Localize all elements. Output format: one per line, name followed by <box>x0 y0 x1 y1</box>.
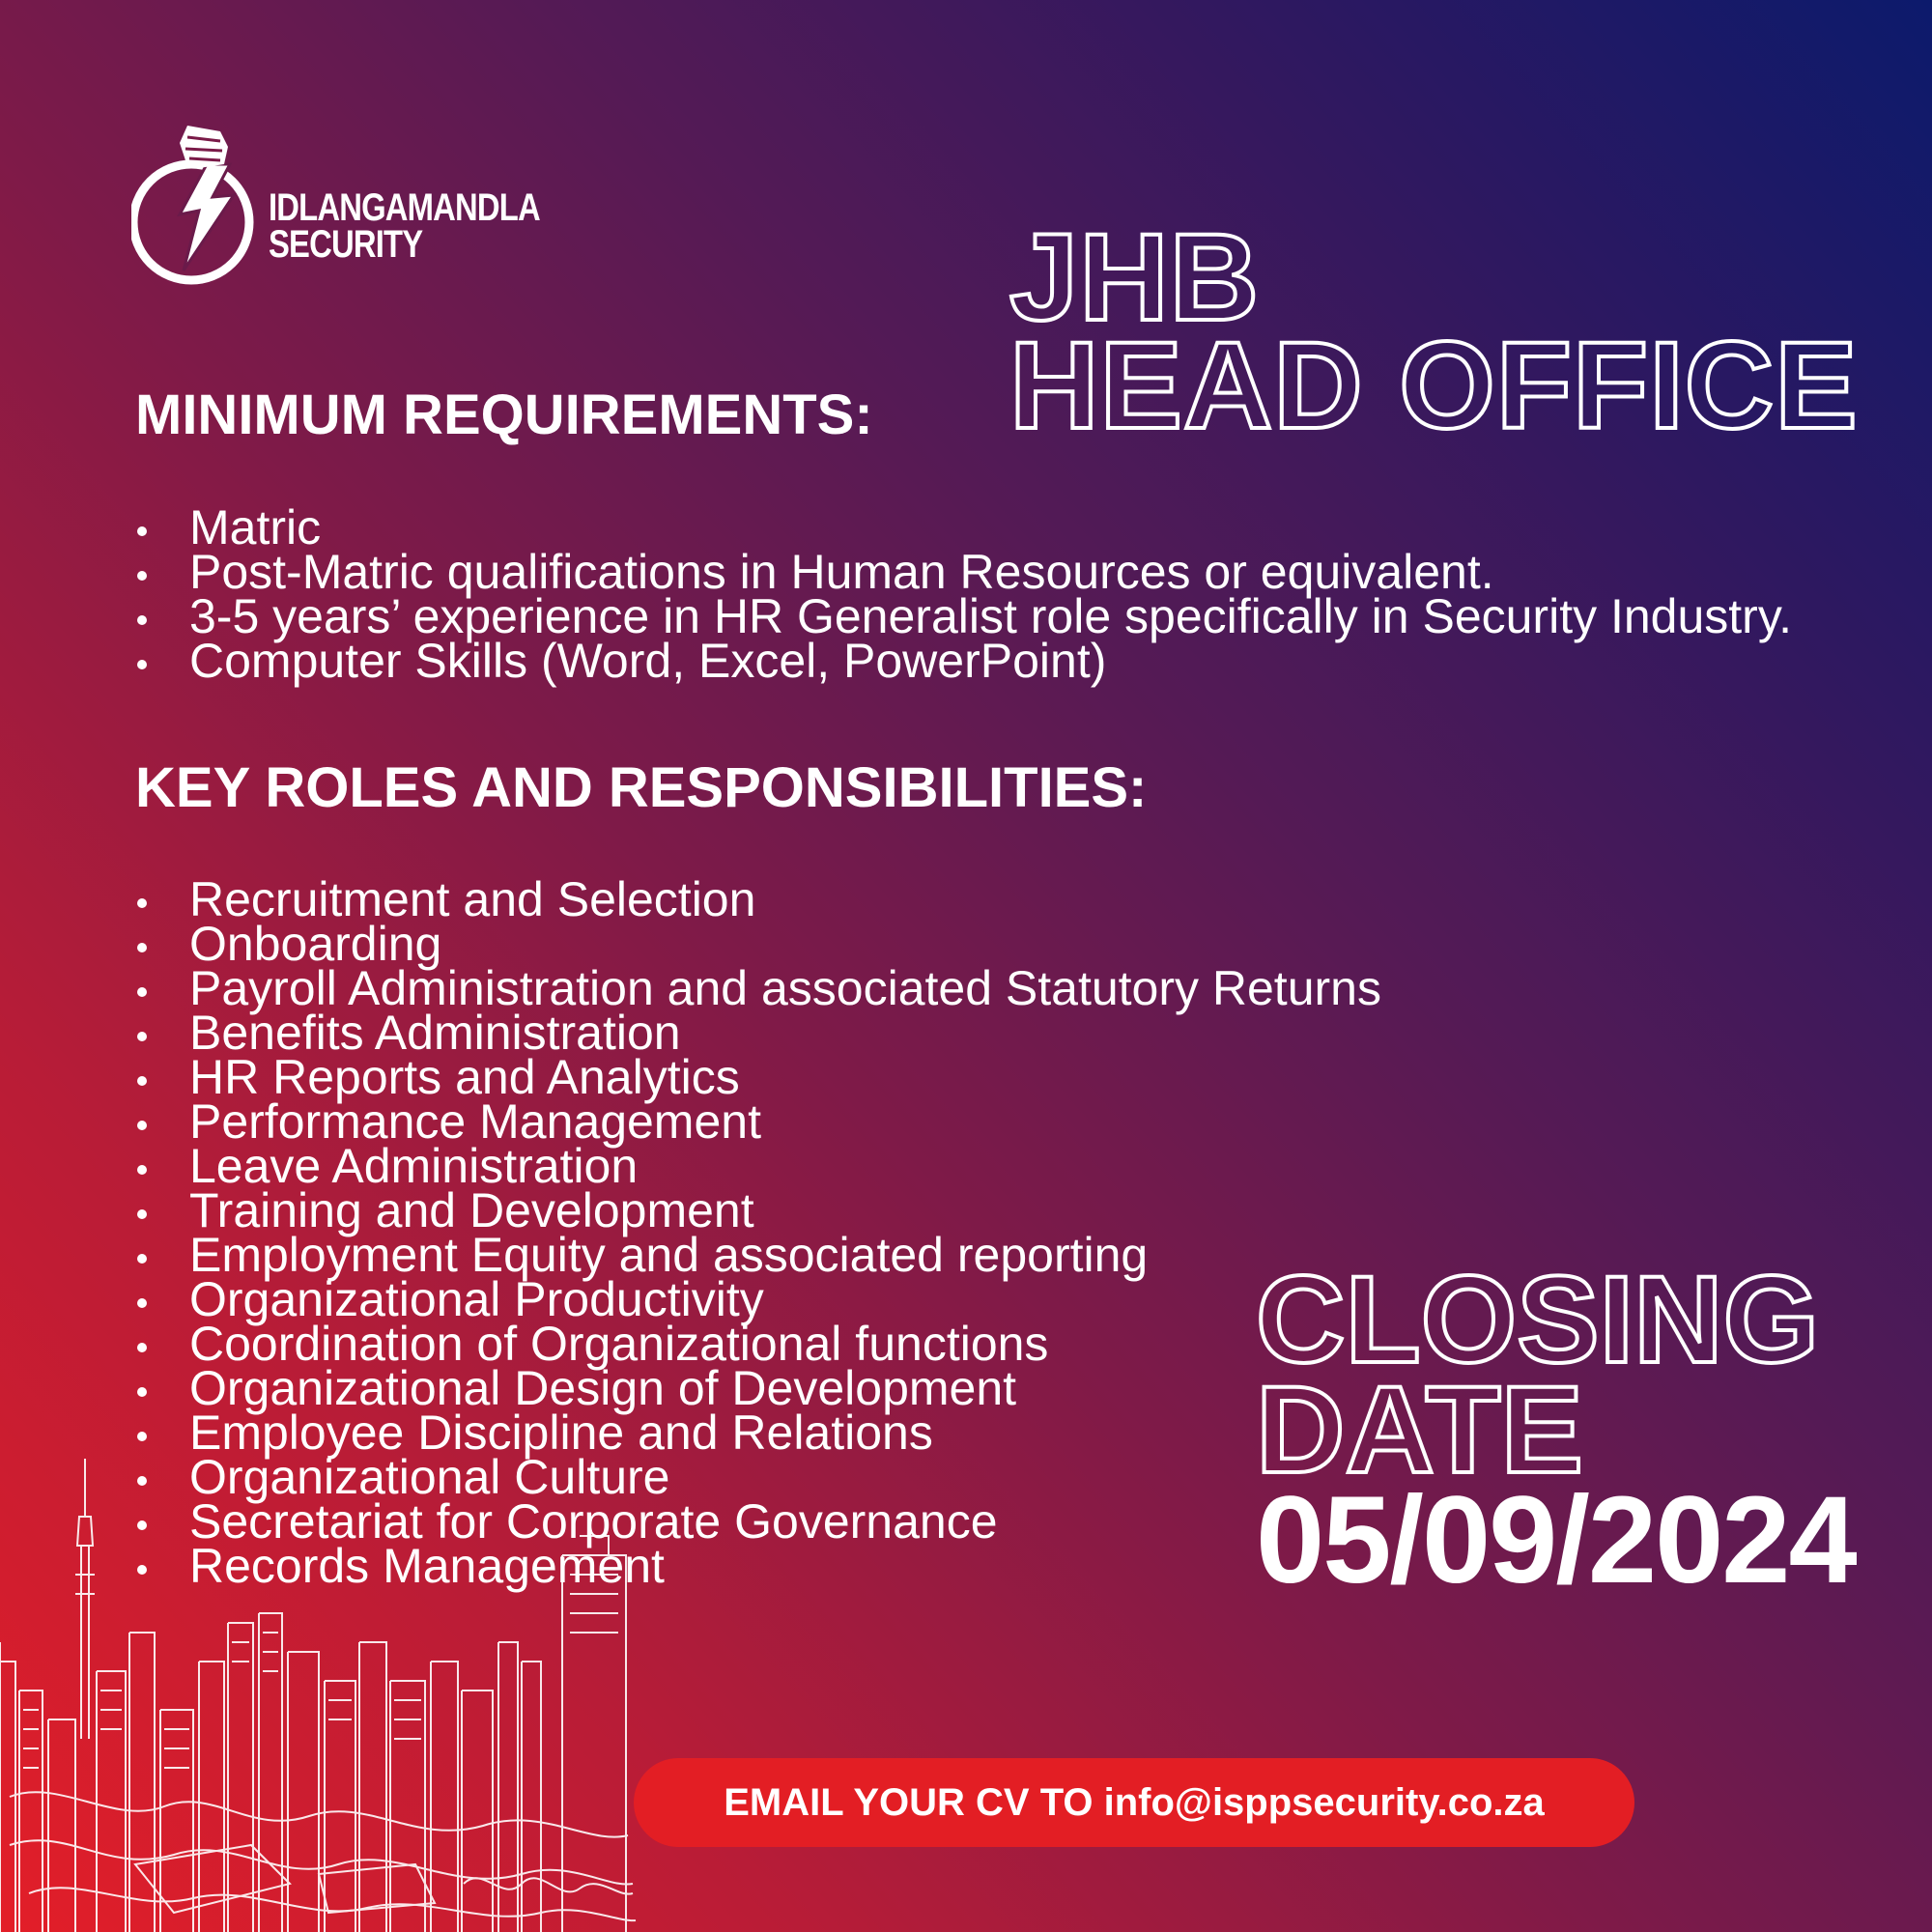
list-item: Post-Matric qualifications in Human Resources or equivalent. <box>135 550 1792 594</box>
list-item: Organizational Culture <box>135 1455 1381 1499</box>
list-item: Coordination of Organizational functions <box>135 1321 1381 1366</box>
location-line-2: HEAD OFFICE <box>1009 317 1859 455</box>
logo-wordmark <box>269 186 540 266</box>
location-line-1: JHB <box>1009 209 1261 347</box>
list-item: Computer Skills (Word, Excel, PowerPoint) <box>135 639 1792 683</box>
email-cv-button[interactable]: EMAIL YOUR CV TO info@isppsecurity.co.za <box>634 1758 1634 1847</box>
city-skyline-illustration <box>0 1459 638 1932</box>
company-logo <box>131 126 540 299</box>
list-item: Training and Development <box>135 1188 1381 1233</box>
location-heading <box>1009 209 1859 455</box>
list-item: Payroll Administration and associated Statutory Returns <box>135 966 1381 1010</box>
list-item: Recruitment and Selection <box>135 877 1381 922</box>
list-item: Records Management <box>135 1544 1381 1588</box>
closing-date-value: 05/09/2024 <box>1256 1471 1856 1609</box>
logo-line-1: IDLANGAMANDLA <box>269 186 540 229</box>
list-item: Leave Administration <box>135 1144 1381 1188</box>
logo-line-2: SECURITY <box>269 223 423 266</box>
list-item: HR Reports and Analytics <box>135 1055 1381 1099</box>
list-item: Matric <box>135 505 1792 550</box>
key-roles-title: KEY ROLES AND RESPONSIBILITIES: <box>135 756 1148 819</box>
minimum-requirements-list <box>135 500 1793 688</box>
list-item: Performance Management <box>135 1099 1381 1144</box>
list-item: Employee Discipline and Relations <box>135 1410 1381 1455</box>
list-item: 3-5 years’ experience in HR Generalist role specifically in Security Industry. <box>135 594 1792 639</box>
list-item: Organizational Design of Development <box>135 1366 1381 1410</box>
list-item: Employment Equity and associated reporting <box>135 1233 1381 1277</box>
list-item: Secretariat for Corporate Governance <box>135 1499 1381 1544</box>
list-item: Benefits Administration <box>135 1010 1381 1055</box>
minimum-requirements-title: MINIMUM REQUIREMENTS: <box>135 384 873 446</box>
closing-line-1: CLOSING <box>1256 1251 1820 1389</box>
closing-line-2: DATE <box>1256 1361 1583 1499</box>
closing-date-heading <box>1256 1251 1820 1499</box>
lightning-fist-icon <box>131 126 267 299</box>
list-item: Onboarding <box>135 922 1381 966</box>
list-item: Organizational Productivity <box>135 1277 1381 1321</box>
